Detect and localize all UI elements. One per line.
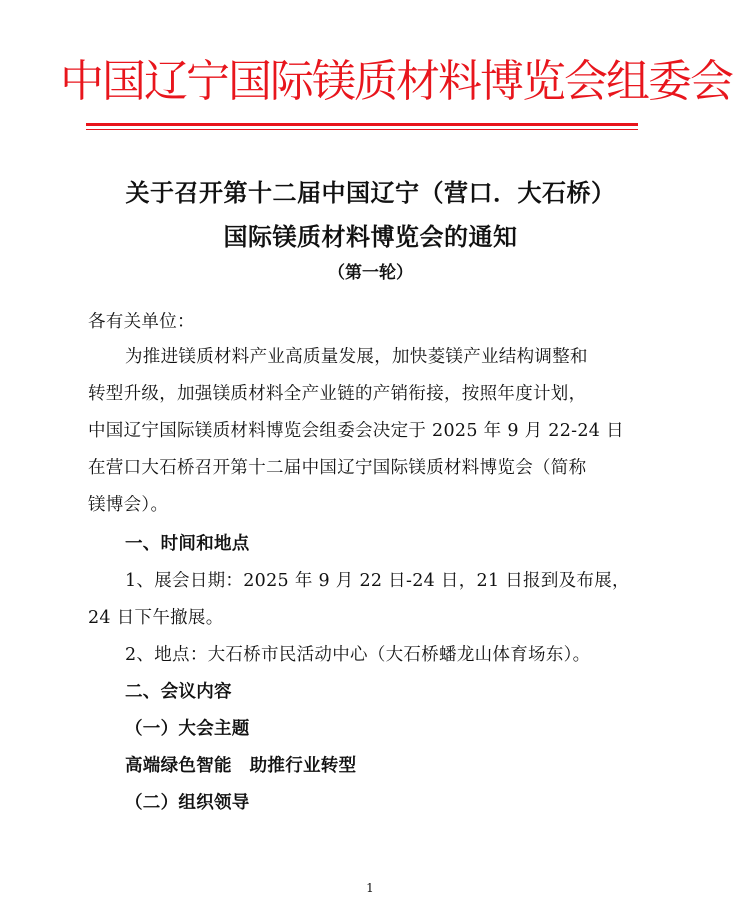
header-rule-thick [86,123,638,126]
organization-header: 中国辽宁国际镁质材料博览会组委会 [60,56,732,107]
conference-theme: 高端绿色智能 助推行业转型 [125,756,357,776]
intro-paragraph-line: 中国辽宁国际镁质材料博览会组委会决定于 2025 年 9 月 22-24 日 [88,421,624,441]
exhibition-dates-line: 1、展会日期：2025 年 9 月 22 日-24 日，21 日报到及布展， [125,571,630,591]
section-heading-time-place: 一、时间和地点 [125,534,250,554]
venue-line: 2、地点：大石桥市民活动中心（大石桥蟠龙山体育场东）。 [125,645,591,665]
intro-paragraph-line: 镁博会）。 [88,495,169,515]
intro-paragraph-line: 在营口大石桥召开第十二届中国辽宁国际镁质材料博览会（简称 [88,458,587,478]
salutation: 各有关单位： [88,312,195,332]
subsection-heading-theme: （一）大会主题 [125,719,250,739]
exhibition-dates-line: 24 日下午撤展。 [88,608,224,628]
notice-round-label: （第一轮） [328,263,413,283]
header-rule-thin [86,129,638,130]
section-heading-meeting-content: 二、会议内容 [125,682,232,702]
intro-paragraph-line: 为推进镁质材料产业高质量发展，加快菱镁产业结构调整和 [125,347,588,367]
notice-title-line-1: 关于召开第十二届中国辽宁（营口．大石桥） [125,179,616,207]
page-number: 1 [366,881,374,895]
notice-title-line-2: 国际镁质材料博览会的通知 [223,223,518,251]
subsection-heading-organization: （二）组织领导 [125,793,250,813]
intro-paragraph-line: 转型升级，加强镁质材料全产业链的产销衔接，按照年度计划， [88,384,587,404]
